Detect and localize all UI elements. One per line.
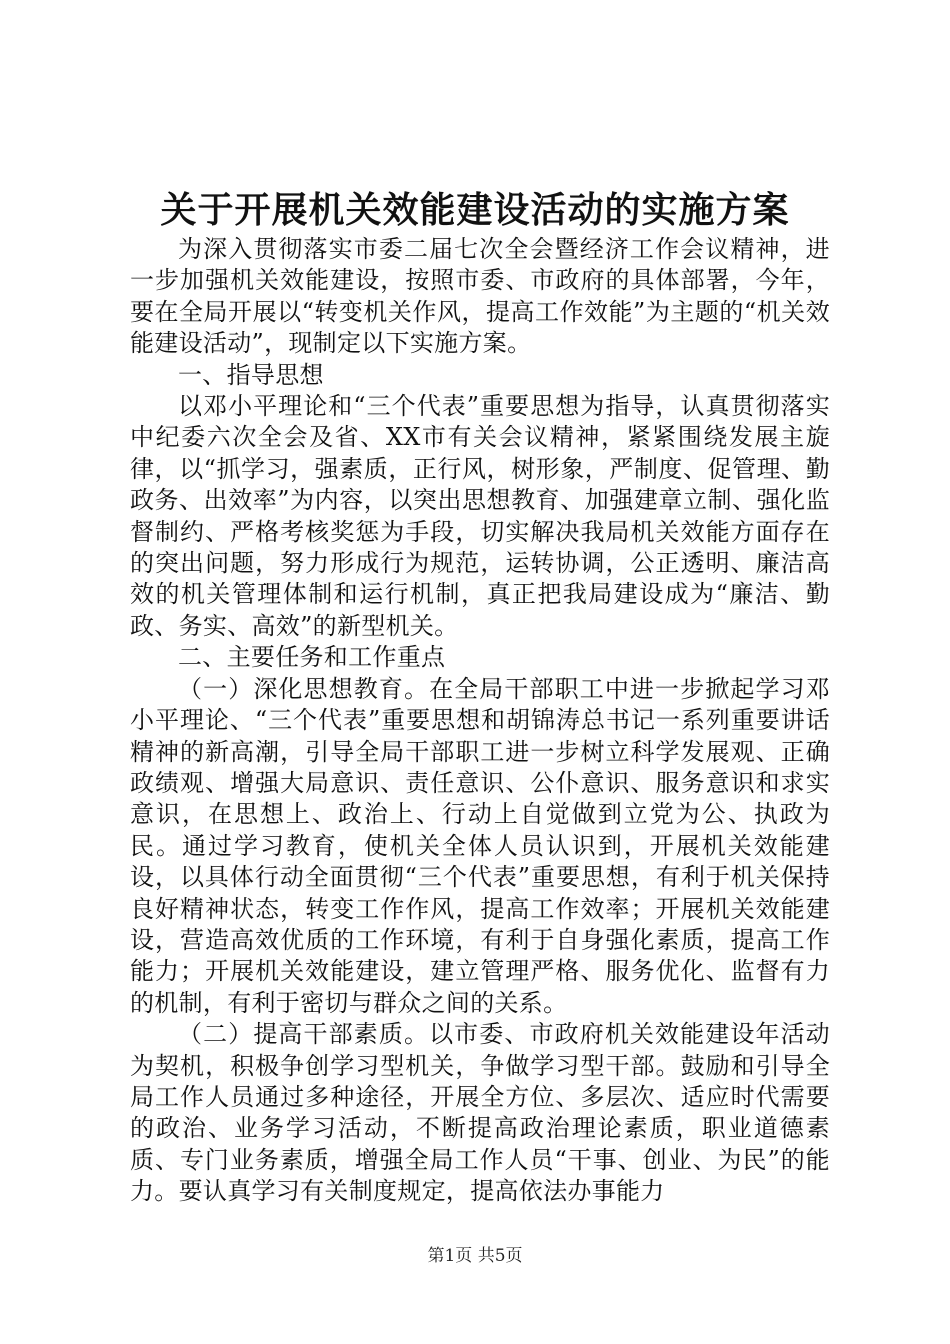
- section-1-heading: 一、指导思想: [178, 360, 324, 389]
- intro-paragraph: 为深入贯彻落实市委二届七次全会暨经济工作会议精神，进一步加强机关效能建设，按照市委、市政府的具体部署，今年，要在全局开展以“转变机关作风，提高工作效能”为主题的“机关效能建设活动”，现制定以下实施方案。: [130, 235, 830, 358]
- section-2-item-2-paragraph: （二）提高干部素质。以市委、市政府机关效能建设年活动为契机，积极争创学习型机关，争做学习型干部。鼓励和引导全局工作人员通过多种途径，开展全方位、多层次、适应时代需要的政治、业务学习活动，不断提高政治理论素质，职业道德素质、专门业务素质，增强全局工作人员“干事、创业、为民”的能力。要认真学习有关制度规定，提高依法办事能力: [130, 1020, 830, 1206]
- section-1-paragraph: 以邓小平理论和“三个代表”重要思想为指导，认真贯彻落实中纪委六次全会及省、XX市有关会议精神，紧紧围绕发展主旋律，以“抓学习，强素质，正行风，树形象，严制度、促管理、勤政务、出效率”为内容，以突出思想教育、加强建章立制、强化监督制约、严格考核奖惩为手段，切实解决我局机关效能方面存在的突出问题，努力形成行为规范，运转协调，公正透明、廉洁高效的机关管理体制和运行机制，真正把我局建设成为“廉洁、勤政、务实、高效”的新型机关。: [130, 392, 830, 640]
- section-2-item-1-paragraph: （一）深化思想教育。在全局干部职工中进一步掀起学习邓小平理论、“三个代表”重要思想和胡锦涛总书记一系列重要讲话精神的新高潮，引导全局干部职工进一步树立科学发展观、正确政绩观、增强大局意识、责任意识、公仆意识、服务意识和求实意识，在思想上、政治上、行动上自觉做到立党为公、执政为民。通过学习教育，使机关全体人员认识到，开展机关效能建设，以具体行动全面贯彻“三个代表”重要思想，有利于机关保持良好精神状态，转变工作作风，提高工作效率；开展机关效能建设，营造高效优质的工作环境，有利于自身强化素质，提高工作能力；开展机关效能建设，建立管理严格、服务优化、监督有力的机制，有利于密切与群众之间的关系。: [130, 674, 830, 1017]
- section-2-heading: 二、主要任务和工作重点: [178, 643, 446, 672]
- page-number-footer: 第1页 共5页: [427, 1246, 523, 1266]
- document-body: [130, 234, 830, 1208]
- document-title: 关于开展机关效能建设活动的实施方案: [160, 190, 790, 231]
